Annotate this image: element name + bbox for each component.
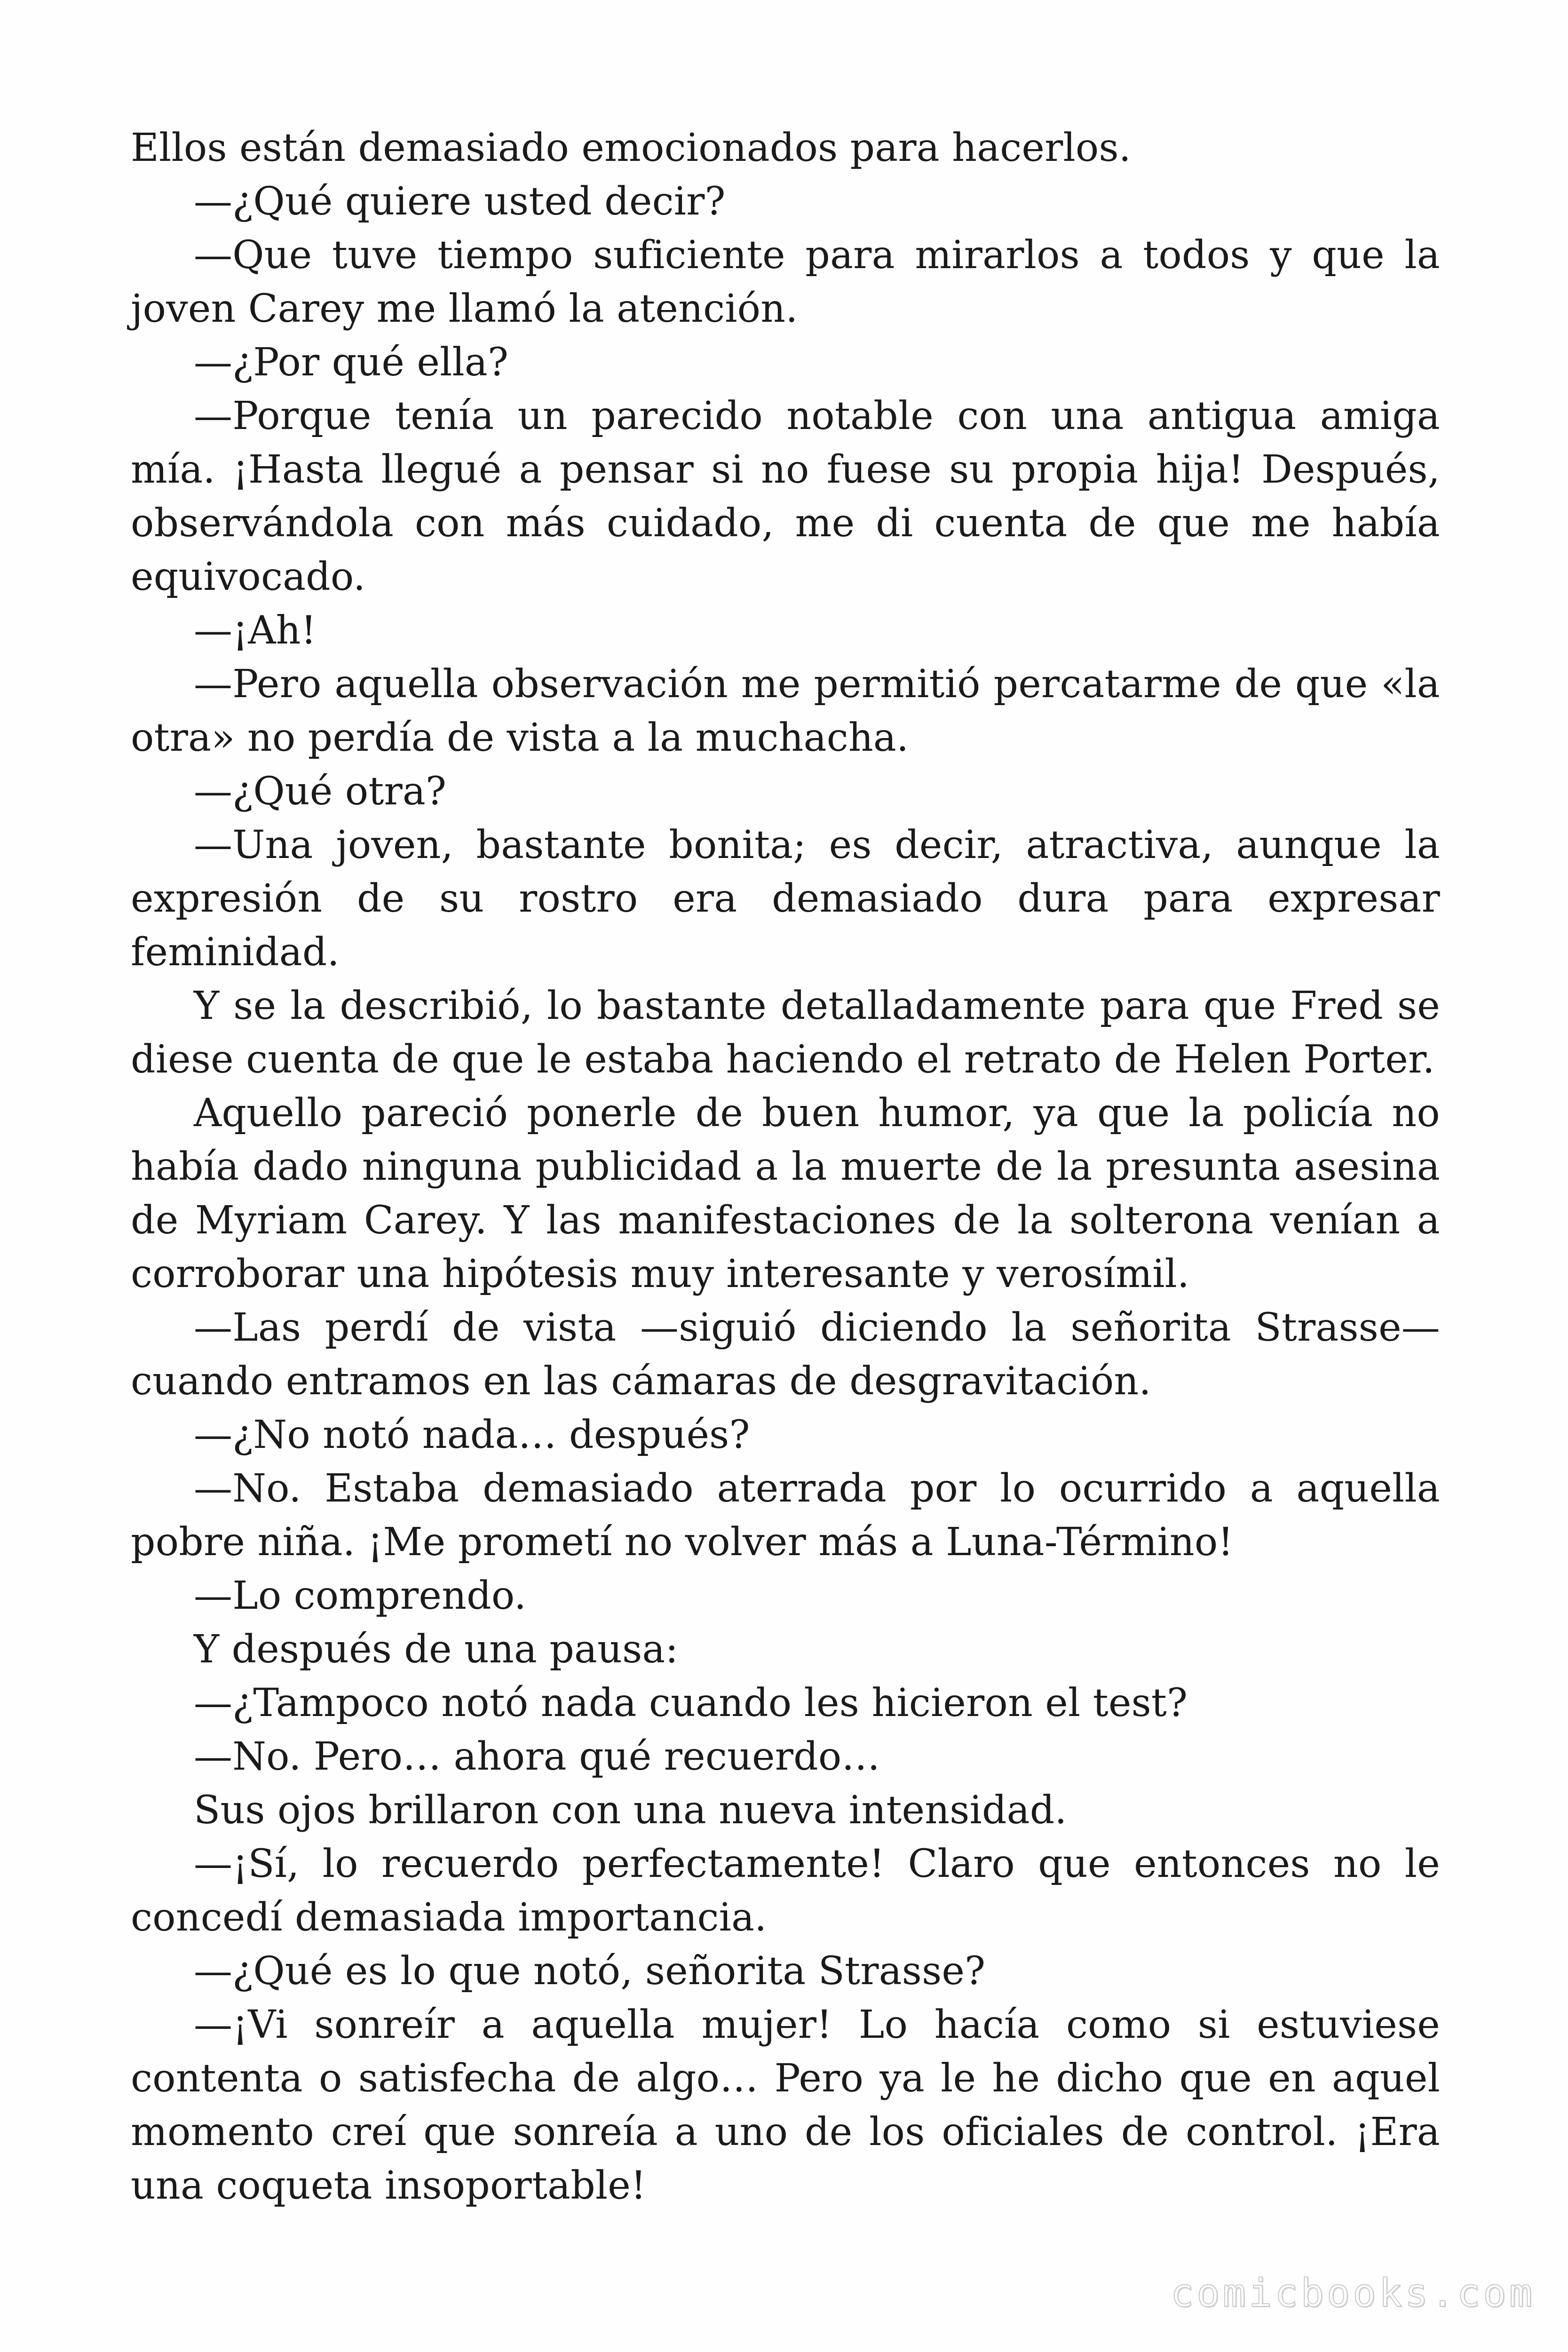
paragraph: —Una joven, bastante bonita; es decir, atractiva, aunque la expresión de su rostro era demasiado dura para expresar feminidad. (131, 823, 1440, 975)
body-text (131, 121, 1440, 2213)
paragraph: —¿Tampoco notó nada cuando les hicieron el test? (194, 1681, 1188, 1725)
paragraph: Ellos están demasiado emocionados para hacerlos. (131, 126, 1132, 170)
paragraph: —¿Qué es lo que notó, señorita Strasse? (194, 1949, 986, 1994)
paragraph: Sus ojos brillaron con una nueva intensidad. (194, 1788, 1067, 1833)
paragraph: Aquello pareció ponerle de buen humor, ya que la policía no había dado ninguna publicidad a la muerte de la presunta asesina de Myriam Carey. Y las manifestaciones de la solterona venían a corroborar una hipótesis muy interesante y verosímil. (131, 1091, 1440, 1296)
paragraph: Y se la describió, lo bastante detalladamente para que Fred se diese cuenta de que le estaba haciendo el retrato de Helen Porter. (131, 984, 1440, 1082)
paragraph: —Que tuve tiempo suficiente para mirarlos a todos y que la joven Carey me llamó la atención. (131, 233, 1440, 331)
paragraph: —¿Qué quiere usted decir? (194, 179, 726, 224)
watermark: comicbooks.com (1170, 2271, 1535, 2316)
paragraph: —Pero aquella observación me permitió percatarme de que «la otra» no perdía de vista a la muchacha. (131, 662, 1440, 760)
paragraph: —¿Qué otra? (194, 769, 447, 814)
paragraph: —No. Estaba demasiado aterrada por lo ocurrido a aquella pobre niña. ¡Me prometí no volver más a Luna-Término! (131, 1466, 1440, 1565)
paragraph: Y después de una pausa: (194, 1627, 679, 1672)
paragraph: —¡Ah! (194, 608, 317, 653)
paragraph: —¡Vi sonreír a aquella mujer! Lo hacía como si estuviese contenta o satisfecha de algo… Pero ya le he dicho que en aquel momento creí que sonreía a uno de los oficiales de control. ¡Era una coqueta insoportable! (131, 2002, 1440, 2208)
paragraph: —No. Pero… ahora qué recuerdo… (194, 1734, 880, 1779)
paragraph: —¿Por qué ella? (194, 340, 509, 385)
paragraph: —¿No notó nada… después? (194, 1413, 750, 1457)
paragraph: —Porque tenía un parecido notable con una antigua amiga mía. ¡Hasta llegué a pensar si no fuese su propia hija! Después, observándola con más cuidado, me di cuenta de que me había equivocado. (131, 394, 1440, 599)
paragraph: —Lo comprendo. (194, 1573, 527, 1618)
paragraph: —Las perdí de vista —siguió diciendo la señorita Strasse— cuando entramos en las cámaras de desgravitación. (131, 1305, 1440, 1404)
paragraph: —¡Sí, lo recuerdo perfectamente! Claro que entonces no le concedí demasiada importancia. (131, 1842, 1440, 1940)
